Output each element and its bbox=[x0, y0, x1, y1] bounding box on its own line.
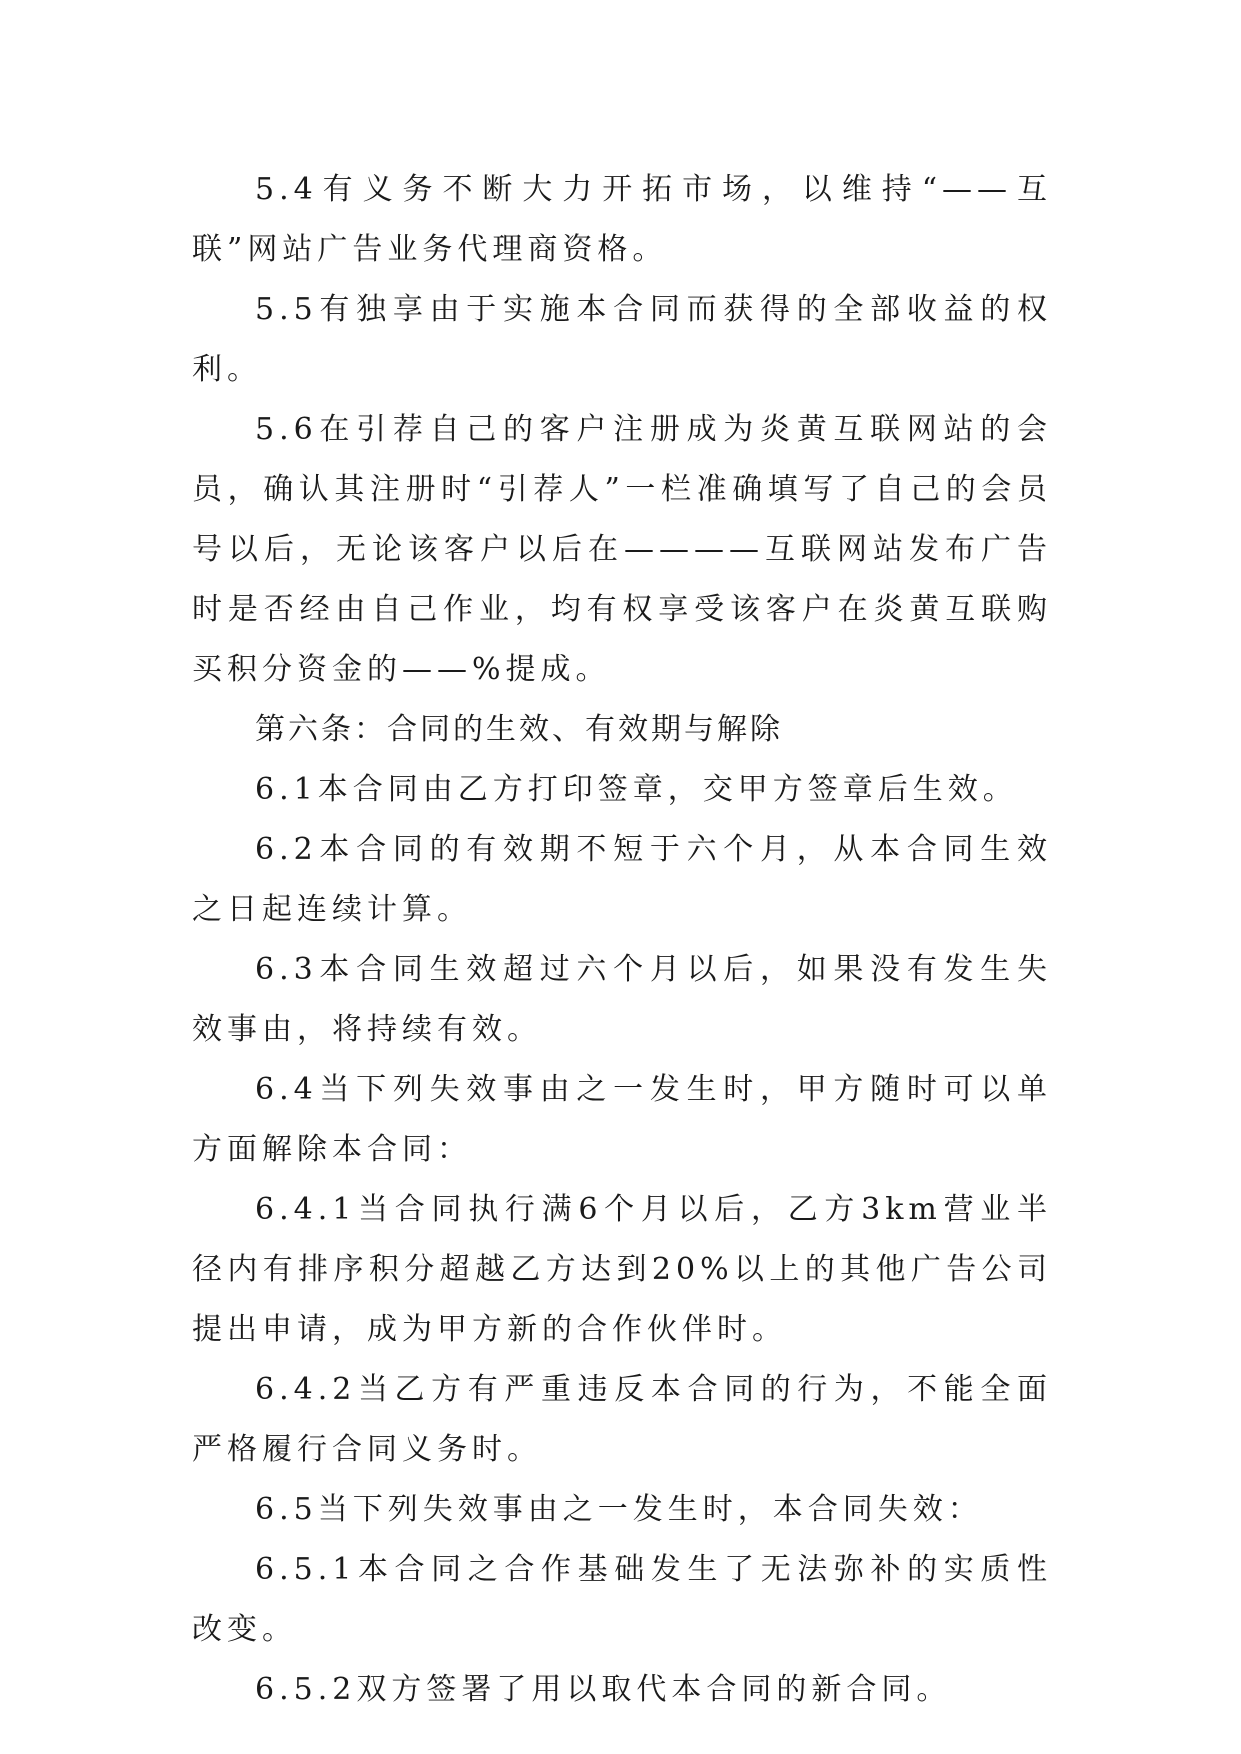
clause-6-5-1: 6.5.1本合同之合作基础发生了无法弥补的实质性改变。 bbox=[192, 1552, 1052, 1647]
clause-6-2: 6.2本合同的有效期不短于六个月，从本合同生效之日起连续计算。 bbox=[192, 832, 1052, 927]
clause-5-6: 5.6在引荐自己的客户注册成为炎黄互联网站的会员，确认其注册时“引荐人”一栏准确填写了自己的会员号以后，无论该客户以后在————互联网站发布广告时是否经由自己作业，均有权享受该客户在炎黄互联购买积分资金的——%提成。 bbox=[192, 412, 1052, 687]
clause-6-1: 6.1本合同由乙方打印签章，交甲方签章后生效。 bbox=[255, 772, 1018, 807]
clause-5-5: 5.5有独享由于实施本合同而获得的全部收益的权利。 bbox=[192, 292, 1052, 387]
clause-6-4-2: 6.4.2当乙方有严重违反本合同的行为，不能全面严格履行合同义务时。 bbox=[192, 1372, 1052, 1467]
document-body bbox=[192, 160, 1052, 1720]
section-heading-article-6: 第六条：合同的生效、有效期与解除 bbox=[255, 712, 783, 747]
clause-6-4-1: 6.4.1当合同执行满6个月以后，乙方3km营业半径内有排序积分超越乙方达到20%以上的其他广告公司提出申请，成为甲方新的合作伙伴时。 bbox=[192, 1192, 1052, 1347]
clause-5-4: 5.4有义务不断大力开拓市场，以维持“——互联”网站广告业务代理商资格。 bbox=[192, 172, 1052, 267]
clause-6-5: 6.5当下列失效事由之一发生时，本合同失效： bbox=[255, 1492, 983, 1527]
clause-6-3: 6.3本合同生效超过六个月以后，如果没有发生失效事由，将持续有效。 bbox=[192, 952, 1052, 1047]
clause-6-5-2: 6.5.2双方签署了用以取代本合同的新合同。 bbox=[255, 1672, 952, 1707]
clause-6-4: 6.4当下列失效事由之一发生时，甲方随时可以单方面解除本合同： bbox=[192, 1072, 1052, 1167]
